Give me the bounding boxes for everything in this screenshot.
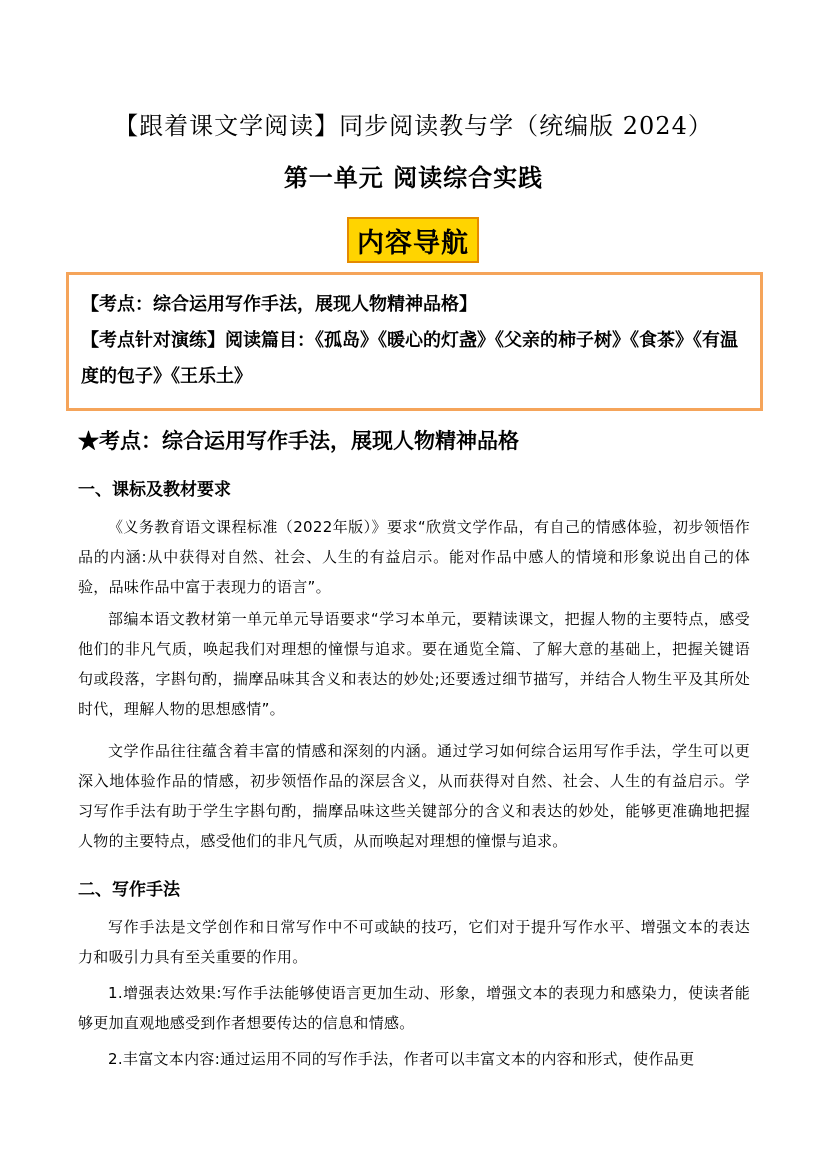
paragraph-literary-works: 文学作品往往蕴含着丰富的情感和深刻的内涵。通过学习如何综合运用写作手法，学生可以更深入地体验作品的情感，初步领悟作品的深层含义，从而获得对自然、社会、人生的有益启示。学习写作手法有助于学生字斟句酌，揣摩品味这些关键部分的含义和表达的妙处，能够更准确地把握人物的主要特点，感受他们的非凡气质，从而唤起对理想的憧憬与追求。 — [78, 742, 750, 850]
paragraph-point-1: 1.增强表达效果:写作手法能够使语言更加生动、形象，增强文本的表现力和感染力，使读者能够更加直观地感受到作者想要传达的信息和情感。 — [78, 984, 750, 1032]
exam-point-heading: ★考点：综合运用写作手法，展现人物精神品格 — [78, 428, 519, 453]
nav-reading-list: 【考点针对演练】阅读篇目：《孤岛》《暖心的灯盏》《父亲的柿子树》《食茶》《有温度的包子》《王乐土》 — [81, 330, 738, 387]
paragraph-writing-intro: 写作手法是文学创作和日常写作中不可或缺的技巧，它们对于提升写作水平、增强文本的表达力和吸引力具有至关重要的作用。 — [78, 918, 750, 966]
paragraph-point-2: 2.丰富文本内容:通过运用不同的写作手法，作者可以丰富文本的内容和形式，使作品更 — [108, 1050, 695, 1068]
section-heading-curriculum: 一、课标及教材要求 — [78, 480, 231, 500]
content-navigation-badge: 内容导航 — [347, 217, 479, 263]
section-heading-writing-techniques: 二、写作手法 — [78, 880, 180, 900]
paragraph-textbook-guidance: 部编本语文教材第一单元单元导语要求“学习本单元，要精读课文，把握人物的主要特点，感受他们的非凡气质，唤起我们对理想的憧憬与追求。要在通览全篇、了解大意的基础上，把握关键语句或段落，字斟句酌，揣摩品味其含义和表达的妙处;还要透过细节描写，并结合人物生平及其所处时代，理解人物的思想感情”。 — [78, 610, 750, 718]
paragraph-curriculum-standard: 《义务教育语文课程标准（2022年版）》要求“欣赏文学作品，有自己的情感体验，初步领悟作品的内涵:从中获得对自然、社会、人生的有益启示。能对作品中感人的情境和形象说出自己的体验，品味作品中富于表现力的语言”。 — [78, 518, 750, 596]
unit-subtitle: 第一单元 阅读综合实践 — [283, 163, 544, 192]
content-navigation-box — [66, 272, 763, 411]
nav-exam-point: 【考点：综合运用写作手法，展现人物精神品格】 — [81, 294, 477, 315]
document-title: 【跟着课文学阅读】同步阅读教与学（统编版 2024） — [114, 112, 713, 140]
